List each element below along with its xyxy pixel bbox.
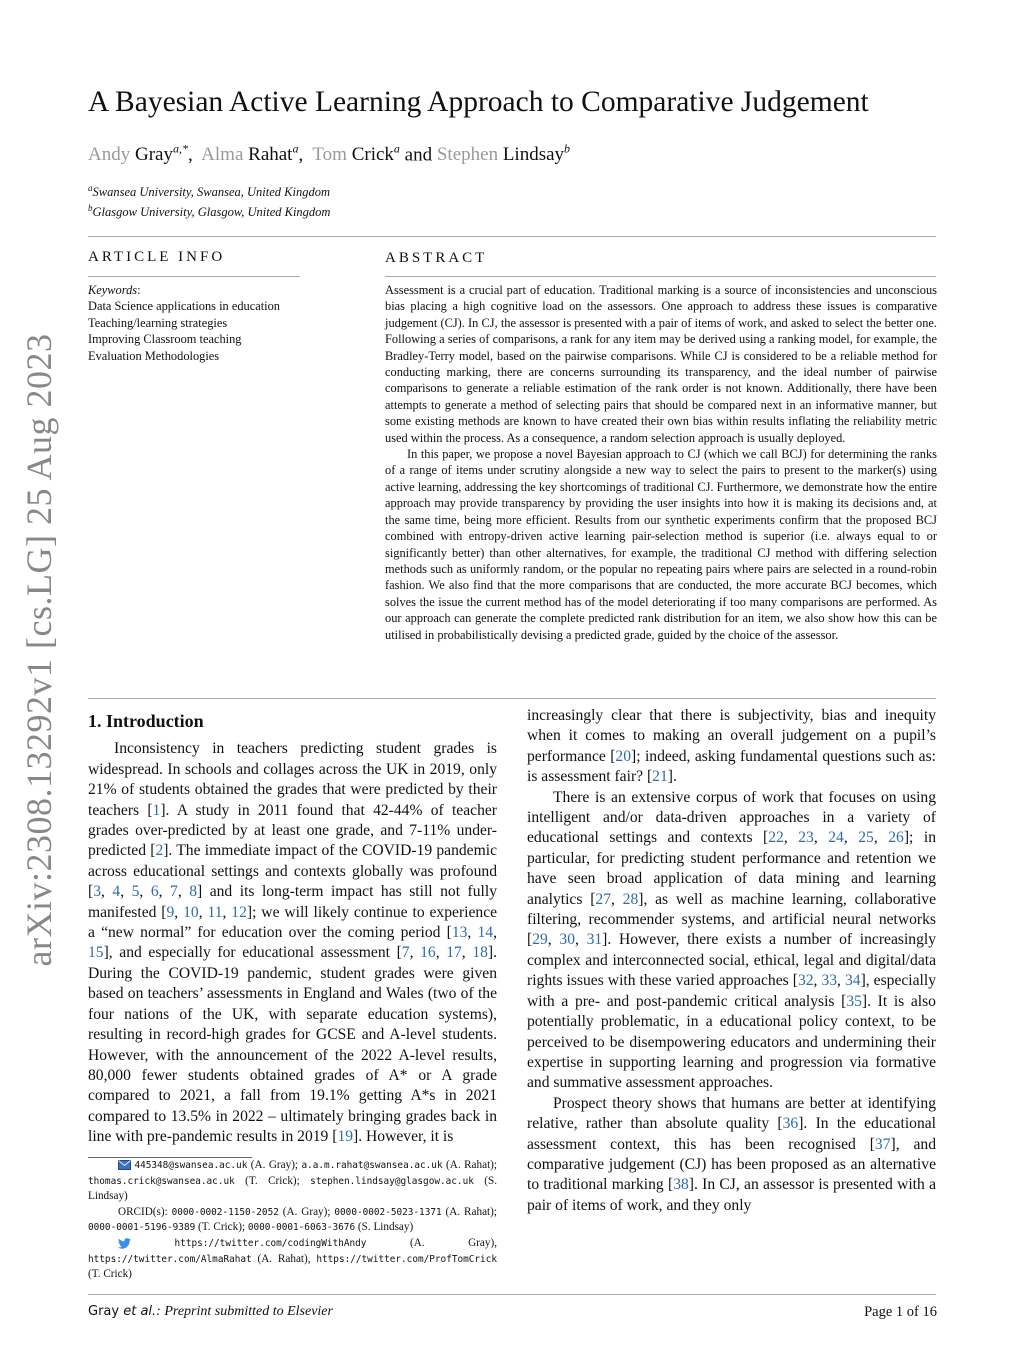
footnote-author: (A. Rahat); [442,1159,498,1171]
text-run: Inconsistency in teachers predicting student grades is widespread. In schools and collages across the UK in 2019, only 21% of students obtained the grades that were predicted by their teachers [ [88,740,497,819]
text-run: increasingly clear that there is subjectivity, bias and inequity when it comes to making an overall judgement on a pupil’s performance [ [527,707,936,765]
text-run: , [813,972,822,990]
author-list: Andy Gray$^{a,*}$, Alma Rahat$^a$, Tom Crick$^a$ and Stephen Lindsay$^b$ [88,142,571,166]
text-run: ]. The immediate impact of the COVID-19 pandemic across educational settings and contexts globally was profound [ [88,842,497,901]
text-run: , [101,883,113,901]
citation-link[interactable]: 27 [595,890,611,908]
text-run: , [139,883,151,901]
citation-link[interactable]: 38 [673,1176,689,1194]
article-info-heading: ARTICLE INFO [88,249,226,265]
article-info-divider [88,276,300,277]
citation-link[interactable]: 37 [874,1135,891,1153]
citation-link[interactable]: 28 [622,890,639,908]
author: Andy Gray$^{a,*}$ [88,142,188,166]
right-column [527,706,936,1216]
footnote-author: (A. Gray); [247,1159,302,1171]
text-run: , [783,829,799,847]
author: Stephen Lindsay$^b$ [436,142,571,166]
text-run: ], especially with a pre- and post-pandemic critical analysis [ [527,972,937,1010]
text-run: , [222,903,232,921]
text-run: ], and especially for educational assessment [ [103,944,402,962]
citation-link[interactable]: 30 [559,931,575,949]
email-list [88,1159,497,1202]
page-number: Page 1 of 16 [864,1304,937,1320]
email-link[interactable]: 445348@swansea.ac.uk [134,1160,248,1171]
text-run: , [610,890,623,908]
footnotes: 445348@swansea.ac.uk (A. Gray); a.a.m.rahat@swansea.ac.uk (A. Rahat); thomas.crick@swansea.ac.uk (T. Crick); stephen.lindsay@glasgow.ac.uk (S. Lindsay) ORCID(s): 0000-0002-1150-2052 (A. Gray); 0000-0002-5023-1371 (A. Rahat); 0000-0001-5196-9389 (T. Crick); 0000-0001-6063-3676 (S. Lindsay) https://twitter.com/codingWithAndy (A. Gray), https://twitter.com/AlmaRahat (A. Rahat), https://twitter.com/ProfTomCrick (T. Crick) [88,1159,498,1281]
intro-paragraph [88,739,497,1147]
footnote-author: (A. Gray), [366,1236,497,1249]
citation-link[interactable]: 16 [420,944,436,962]
twitter-link[interactable]: https://twitter.com/codingWithAndy [174,1237,367,1249]
citation-link[interactable]: 36 [782,1115,799,1133]
citation-link[interactable]: 24 [828,829,844,847]
text-run: , [435,944,447,962]
text-run: ]. During the COVID-19 pandemic, student grades were given based on teachers’ assessments in England and Wales (two of the four nations of the UK, with separate education systems), resulting in record-high grades for GCSE and A-level students. However, with the announcement of the 2022 A-level results, 80,000 fewer students obtained grades of A* or A grade compared to 2021, a fall from 19.1% getting A*s in 2021 compared to 13.5% in 2022 – ultimately bringing grades back in line with pre-pandemic results in 2019 [ [88,944,497,1146]
twitter-list [88,1237,497,1280]
intro-paragraph-continued [527,706,936,788]
footnote-author: (T. Crick); [195,1221,248,1234]
keyword: Data Science applications in education [88,299,280,314]
text-run: ]. [667,768,677,786]
citation-link[interactable]: 3 [93,883,101,901]
keyword: Evaluation Methodologies [88,348,220,363]
citation-link[interactable]: 35 [846,992,862,1010]
twitter-bird-icon [118,1238,131,1249]
text-run: ], and comparative judgement (CJ) has been proposed as an alternative to traditional marking [ [527,1135,936,1194]
intro-paragraph [527,788,936,1094]
citation-link[interactable]: 5 [131,883,140,901]
left-column [88,711,497,1148]
citation-link[interactable]: 15 [88,944,104,962]
citation-link[interactable]: 17 [446,944,462,962]
citation-link[interactable]: 20 [615,747,631,765]
citation-link[interactable]: 8 [189,883,198,901]
footnote-author: (S. Lindsay) [88,1174,498,1203]
citation-link[interactable]: 23 [798,829,814,847]
footer-divider [88,1294,936,1295]
citation-link[interactable]: 18 [472,944,488,962]
text-run: , [174,903,184,921]
text-run: ]; indeed, asking fundamental questions such as: is assessment fair? [ [527,747,936,786]
abstract-paragraph: Assessment is a crucial part of education. Traditional marking is a source of inconsistencies and unconscious bias placing a high cognitive load on the assessors. One approach to address these issues is comparative judgement (CJ). In CJ, the assessor is presented with a pair of items of work, and asked to select the better one. Following a series of comparisons, a rank for any item may be derived using a ranking model, for example, the Bradley-Terry model, based on the pairwise comparisons. While CJ is considered to be a reliable method for conducting marking, there are concerns surrounding its transparency, and the ideal number of pairwise comparisons to generate a reliable estimation of the rank order is not known. Additionally, there have been attempts to generate a method of selecting pairs that should be compared next in an informative manner, but some existing methods are known to have created their own bias within results inflating the reliability metric used within the process. As a consequence, a random selection approach is usually deployed. [385,283,937,445]
text-run: ]. However, it is [353,1128,454,1146]
text-run: , [409,944,421,962]
keyword: Teaching/learning strategies [88,315,228,330]
citation-link[interactable]: 29 [532,931,548,949]
citation-link[interactable]: 12 [231,903,247,921]
text-run: ]. A study in 2011 found that 42-44% of teacher grades over-predicted by at least one grade, and 7-11% under-predicted [ [88,801,497,860]
affiliation: $^a$Swansea University, Swansea, United Kingdom [88,183,330,200]
citation-link[interactable]: 1 [152,801,161,819]
paper-title: A Bayesian Active Learning Approach to Comparative Judgement [88,86,869,118]
author: Alma Rahat$^a$ [201,142,299,166]
keyword: Improving Classroom teaching [88,332,242,347]
text-run: , [177,883,190,901]
text-run: , [547,931,560,949]
text-run: ], as well as machine learning, collaborative filtering, recommender systems, and artificial neural networks [ [527,890,937,949]
footnote-author: (A. Rahat), [251,1252,317,1265]
text-run: , [837,972,845,990]
text-run: , [158,883,171,901]
footnote-author: (A. Gray); [278,1205,335,1218]
text-run: ]; in particular, for predicting student performance and retention we have seen broad application of data mining and learning analytics [ [527,829,936,908]
text-run: , [574,931,587,949]
text-run: ]; we will likely continue to experience a “new normal” for education over the coming period [ [88,903,498,942]
text-run: ]. In CJ, an assessor is presented with a pair of items of work, and they only [527,1176,936,1214]
text-run: , [493,924,497,942]
author: Tom Crick$^a$ [312,142,400,166]
text-run: ]. In the educational assessment context, this has been recognised [ [527,1115,936,1153]
section-heading: 1. Introduction [88,711,204,731]
text-run: , [873,829,889,847]
citation-link[interactable]: 32 [797,972,814,990]
citation-link[interactable]: 26 [888,829,904,847]
citation-link[interactable]: 31 [586,931,603,949]
running-footer: Gray et al.: Preprint submitted to Elsevier [88,1304,333,1319]
abstract-paragraph: In this paper, we propose a novel Bayesian approach to CJ (which we call BCJ) for determining the ranks of a range of items under scrutiny alongside a new way to select the pairs to present to the marker(s) using active learning, addressing the key shortcomings of traditional CJ. Furthermore, we demonstrate how the entire approach may provide transparency by providing the user insights into how it is making its decisions and, at the same time, being more efficient. Results from our synthetic experiments confirm that the proposed BCJ combined with entropy-driven active learning pair-selection method is superior (i.e. always equal to or significantly better) than other alternatives, for example, the traditional CJ method with differing selection methods such as uniformly random, or the popular no repeating pairs where pairs are selected in a round-robin fashion. We also find that the more comparisons that are conducted, the more accurate BCJ becomes, which solves the issue the current method has of the model deteriorating if too many comparisons are performed. As our approach can generate the complete predicted rank distribution for an item, we also show how this can be utilised in probabilistically devising a predicted grade, guided by the choice of the assessor. [385,447,937,642]
text-run: , [467,924,478,942]
footnote-author: (S. Lindsay) [355,1221,414,1234]
orcid-link[interactable]: 0000-0001-6063-3676 [247,1222,356,1234]
citation-link[interactable]: 11 [207,903,223,921]
citation-link[interactable]: 9 [166,903,175,921]
body-divider [88,698,936,699]
text-run: , [843,829,859,847]
orcid-link[interactable]: 0000-0002-5023-1371 [334,1206,442,1218]
twitter-link[interactable]: https://twitter.com/ProfTomCrick [316,1253,497,1265]
citation-link[interactable]: 19 [337,1128,354,1146]
email-link[interactable]: stephen.lindsay@glasgow.ac.uk [310,1175,474,1187]
citation-link[interactable]: 22 [768,829,784,847]
envelope-icon [118,1160,131,1170]
text-run: There is an extensive corpus of work that focuses on using intelligent and/or data-driven approaches in a variety of educational settings and contexts [ [527,788,936,847]
twitter-link[interactable]: https://twitter.com/AlmaRahat [88,1253,252,1265]
citation-link[interactable]: 33 [821,972,838,990]
citation-link[interactable]: 2 [155,842,164,860]
orcid-link[interactable]: 0000-0001-5196-9389 [88,1222,196,1234]
citation-link[interactable]: 34 [844,972,861,990]
abstract-body [385,282,937,643]
citation-link[interactable]: 10 [183,903,199,921]
text-run: , [198,903,208,921]
footnote-author: (T. Crick); [234,1174,311,1187]
citation-link[interactable]: 21 [652,768,668,786]
affiliation: $^b$Glasgow University, Glasgow, United Kingdom [88,203,331,220]
header-divider [88,236,936,237]
citation-link[interactable]: 7 [170,883,178,901]
citation-link[interactable]: 25 [858,829,874,847]
footnote-author: (A. Rahat); [441,1205,497,1218]
arxiv-sidebar [14,320,64,980]
email-link[interactable]: thomas.crick@swansea.ac.uk [88,1175,235,1187]
text-run: , [120,883,132,901]
citation-link[interactable]: 7 [401,944,410,962]
citation-link[interactable]: 14 [477,924,494,942]
text-run: ]. It is also potentially problematic, in a educational policy context, to be perceived to be disempowering educators and undermining their expertise in supporting learning and progression via formative and summative assessment approaches. [527,992,936,1092]
keywords-block: Keywords: Data Science applications in education Teaching/learning strategies Improving Classroom teaching Evaluation Methodologies [88,282,303,364]
arxiv-identifier: arXiv:2308.13292v1 [cs.LG] 25 Aug 2023 [19,333,59,967]
citation-link[interactable]: 6 [150,883,159,901]
abstract-divider [385,276,936,277]
text-run: ]. However, there exists a number of increasingly complex and interconnected social, ethical, legal and digital/data rights issues with these varied approaches [ [527,931,936,990]
text-run: Prospect theory shows that humans are better at identifying relative, rather than absolute quality [ [527,1094,936,1133]
email-link[interactable]: a.a.m.rahat@swansea.ac.uk [301,1160,443,1171]
orcid-link[interactable]: 0000-0002-1150-2052 [171,1206,279,1218]
text-run: ] and its long-term impact has still not fully manifested [ [88,883,497,921]
abstract-heading: ABSTRACT [385,250,488,266]
text-run: , [461,944,473,962]
intro-paragraph [527,1094,936,1216]
citation-link[interactable]: 13 [451,924,468,942]
citation-link[interactable]: 4 [112,883,121,901]
footnote-author: (T. Crick) [88,1268,132,1281]
text-run: , [813,829,829,847]
